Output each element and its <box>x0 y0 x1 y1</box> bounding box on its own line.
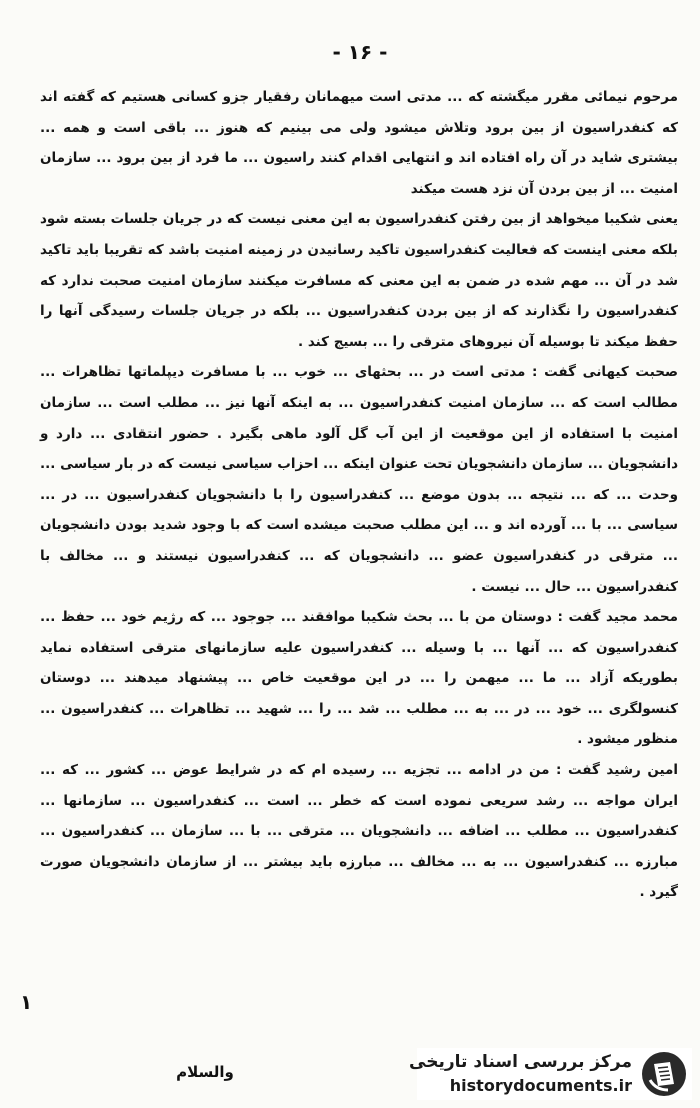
watermark-title: مرکز بررسی اسناد تاریخی <box>409 1052 632 1072</box>
archive-watermark <box>409 1048 692 1100</box>
paragraph-3: صحبت کیهانی گفت : مدتی است در ... بحثهای ... خوب ... با مسافرت دیپلماتها تظاهرات ... مطالب است که ... سازمان امنیت کنفدراسیون ... به اینکه آنها نیز ... مطلب است ... سازمان امنیت با استفاده از این موقعیت از این آب گل آلود ماهی بگیرد . حضور انتقادی ... دارد و دانشجویان ... سازمان دانشجویان تحت عنوان اینکه ... احزاب سیاسی نیست که در بار سیاسی ... وحدت ... که ... نتیجه ... بدون موضع ... کنفدراسیون را با دانشجویان کنفدراسیون ... در ... سیاسی ... با ... آورده اند و ... این مطلب صحبت میشده است که با وجود شدید بودن دانشجویان ... مترقی در کنفدراسیون عضو ... دانشجویان که ... کنفدراسیون نیستند و ... مخالف با کنفدراسیون ... حال ... نیست . <box>40 364 678 595</box>
archive-logo-icon <box>640 1050 688 1098</box>
closing-signature: والسلام <box>176 1063 234 1081</box>
paragraph-5: امین رشید گفت : من در ادامه ... تجزیه ... رسیده ام که در شرایط عوض ... کشور ... که ... ایران مواجه ... رشد سریعی نموده است که خطر ... است ... کنفدراسیون ... سازمانها ... کنفدراسیون ... مطلب ... اضافه ... دانشجویان ... مترقی ... با ... سازمان ... کنفدراسیون ... مبارزه ... کنفدراسیون ... به ... مخالف ... مبارزه باید بیشتر ... از سازمان دانشجویان صورت گیرد . <box>40 762 678 901</box>
paragraph-4: محمد مجید گفت : دوستان من با ... بحث شکیبا موافقند ... جوجود ... که رژیم خود ... حفظ ... کنفدراسیون که ... آنها ... با وسیله ... کنفدراسیون علیه سازمانهای مترقی استفاده نماید بطوریکه آزاد ... ما ... میهمن را ... در این موقعیت خاص ... پیشنهاد میدهند ... دوستان کنسولگری ... خود ... در ... به ... مطلب ... شد ... را ... شهید ... تظاهرات ... کنفدراسیون ... منظور میشود . <box>40 609 678 748</box>
paragraph-1: مرحوم نیمائی مقرر میگشته که ... مدتی است میهمانان رفقیار جزو کسانی هستیم که گفته اند که کنفدراسیون از بین برود وتلاش میشود ولی می بینیم که هنوز ... باقی است و همه ... بیشتری شاید در آن راه افتاده اند و انتهایی اقدام کنند راسیون ... ما فرد از بین برود ... سازمان امنیت ... از بین بردن آن نزد هست میکند <box>40 89 678 197</box>
watermark-url: historydocuments.ir <box>449 1076 632 1095</box>
margin-mark: ۱ <box>20 990 33 1014</box>
document-body <box>40 82 678 908</box>
paragraph-2: یعنی شکیبا میخواهد از بین رفتن کنفدراسیون به این معنی نیست که در جریان جلسات بسته شود بلکه معنی اینست که فعالیت کنفدراسیون تاکید رسانیدن در زمینه امنیت باشد که تقریبا باید تاکید شد در آن ... مهم شده در ضمن به این معنی که مسافرت میکنند سازمان امنیت صحبت ندارد که کنفدراسیون را نگذارند که از بین بردن کنفدراسیون ... بلکه در جریان جلسات رسیدگی آنها را حفظ میکند تا بوسیله آن نیروهای مترقی را ... بسیج کند . <box>40 211 678 350</box>
page-number: - ۱۶ - <box>332 40 388 64</box>
